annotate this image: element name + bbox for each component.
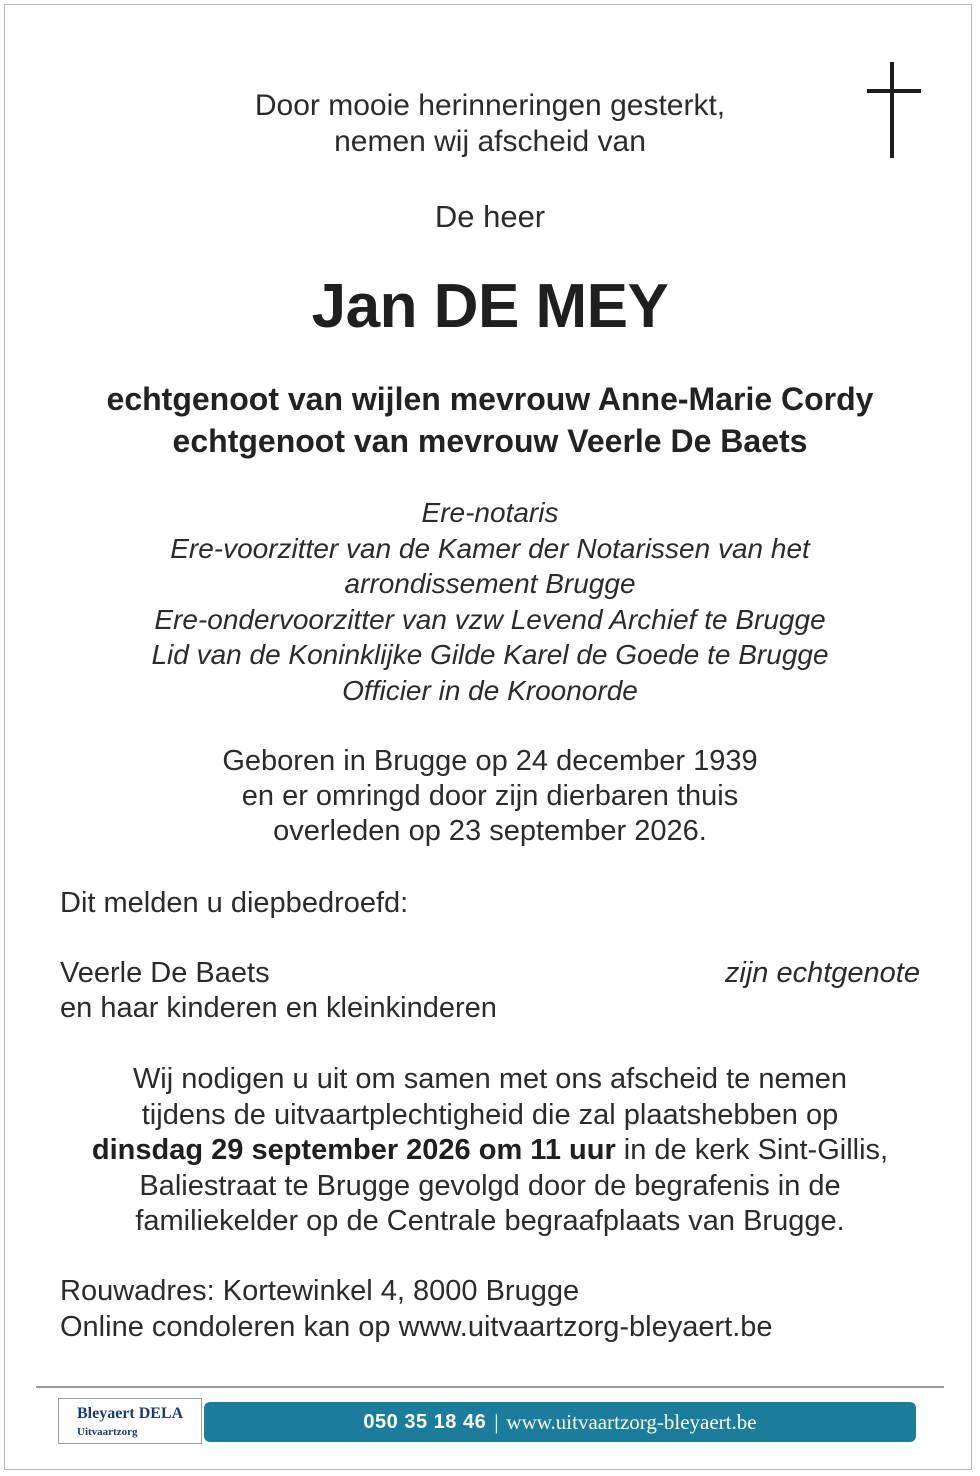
announcers-heading: Dit melden u diepbedroefd: <box>60 887 409 919</box>
title-line: Lid van de Koninklijke Gilde Karel de Goede te Brugge <box>151 639 829 670</box>
title-line: Ere-ondervoorzitter van vzw Levend Archief te Brugge <box>154 603 826 635</box>
intro-text: Door mooie herinneringen gesterkt, nemen wij afscheid van <box>254 89 726 158</box>
honorary-titles <box>0 495 980 708</box>
funeral-home-logo: Bleyaert DELA Uitvaartzorg <box>58 1398 202 1444</box>
family-line: Veerle De Baets <box>60 957 270 989</box>
service-date: dinsdag 29 september 2026 om 11 uur <box>91 1134 616 1166</box>
family-line: en haar kinderen en kleinkinderen <box>60 992 497 1024</box>
spouse-line: echtgenoot van mevrouw Veerle De Baets <box>172 423 808 459</box>
phone-number[interactable]: 050 35 18 46 <box>363 1410 487 1433</box>
spouse-lines <box>0 378 980 462</box>
title-line: arrondissement Brugge <box>344 568 636 599</box>
funeral-service-text: Wij nodigen u uit om samen met ons afscheid te nemen tijdens de uitvaartplechtigheid die zal plaatshebben op dinsdag 29 september 2026 om 11 uur in de kerk Sint-Gillis, Baliestraat te Brugge gevolgd door de begrafenis in de familiekelder op de Centrale begraafplaats van Brugge. <box>91 1063 889 1237</box>
family-role: zijn echtgenote <box>724 957 920 989</box>
title-line: Ere-voorzitter van de Kamer der Notarissen van het <box>170 532 810 564</box>
title-line: Officier in de Kroonorde <box>342 674 638 706</box>
footer-divider <box>36 1386 944 1388</box>
family-list <box>60 956 497 1026</box>
spouse-line: echtgenoot van wijlen mevrouw Anne-Marie Cordy <box>106 381 874 417</box>
website-link[interactable]: www.uitvaartzorg-bleyaert.be <box>506 1409 757 1434</box>
online-condolence[interactable]: Online condoleren kan op www.uitvaartzorg-bleyaert.be <box>60 1311 773 1343</box>
title-line: Ere-notaris <box>421 497 559 528</box>
address-block <box>60 1273 773 1345</box>
salutation: De heer <box>434 199 546 234</box>
deceased-name: Jan DE MEY <box>311 272 669 341</box>
contact-bar <box>204 1402 916 1442</box>
birth-death-text: Geboren in Brugge op 24 december 1939 en er omringd door zijn dierbaren thuis overleden op 23 september 2026. <box>222 745 758 847</box>
mourning-address: Rouwadres: Kortewinkel 4, 8000 Brugge <box>60 1275 580 1307</box>
separator: | <box>494 1409 499 1434</box>
